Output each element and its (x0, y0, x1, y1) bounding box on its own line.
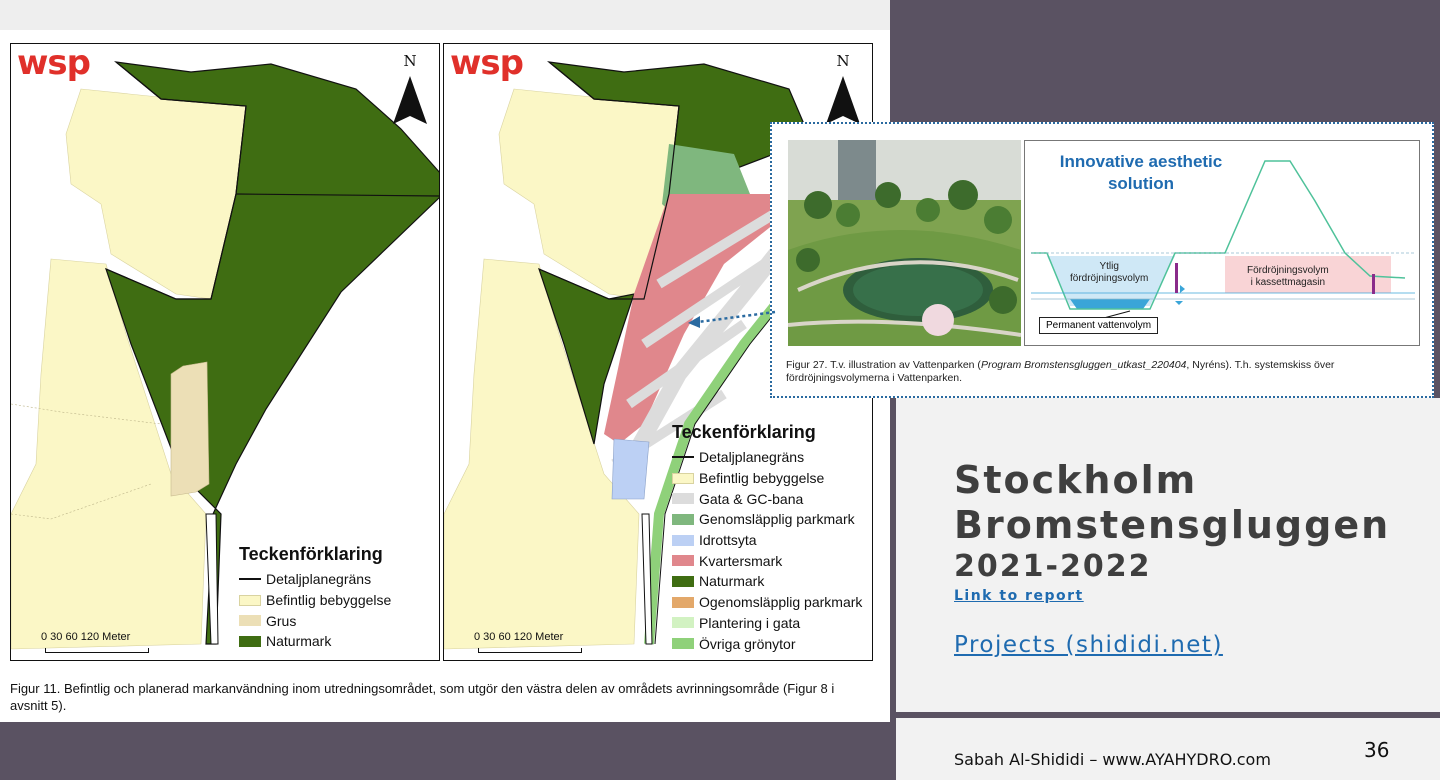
legend-swatch (239, 636, 261, 647)
retention-diagram-drawing (1025, 141, 1420, 346)
north-label: N (836, 52, 850, 70)
scale-bar (478, 648, 582, 653)
legend-item: Ogenomsläpplig parkmark (672, 592, 862, 613)
scale-bar (45, 648, 149, 653)
link-projects[interactable]: Projects (shididi.net) (954, 632, 1223, 658)
legend-item: Idrottsyta (672, 530, 862, 551)
label-surface-volume: Ytlig fördröjningsvolym (1070, 261, 1149, 284)
scale-labels: 0 30 60 120 Meter (474, 631, 564, 643)
connector-arrow-icon (680, 300, 780, 340)
page-number: 36 (1364, 738, 1390, 762)
legend-swatch (672, 514, 694, 525)
figure-top-strip (0, 0, 890, 30)
wsp-logo (444, 44, 554, 84)
legend-item: Naturmark (239, 631, 391, 652)
legend-swatch (672, 493, 694, 504)
legend-item: Övriga grönytor (672, 633, 862, 654)
legend-item: Genomsläpplig parkmark (672, 509, 862, 530)
footer-credit: Sabah Al-Shididi – www.AYAHYDRO.com (954, 750, 1271, 769)
map-existing (10, 43, 440, 661)
diagram-title: Innovative aesthetic solution (1059, 152, 1223, 193)
north-arrow-icon (393, 76, 427, 124)
legend-item: Befintlig bebyggelse (672, 468, 862, 489)
park-illustration-drawing (788, 140, 1021, 346)
figure-caption: Figur 11. Befintlig och planerad markanvändning inom utredningsområdet, som utgör den västra delen av områdets avrinningsområde (Figur 8 i avsnitt 5). (10, 681, 835, 713)
legend-item: Kvartersmark (672, 550, 862, 571)
legend-swatch (672, 473, 694, 484)
inset-figure (770, 122, 1434, 398)
label-cassette-volume: Fördröjningsvolym i kassettmagasin (1247, 265, 1329, 288)
label-permanent-volume: Permanent vattenvolym (1039, 317, 1158, 334)
legend-item: Plantering i gata (672, 613, 862, 634)
legend-swatch (672, 535, 694, 546)
park-illustration (788, 140, 1021, 346)
legend-title: Teckenförklaring (672, 422, 816, 442)
svg-text:wsp: wsp (17, 44, 90, 83)
legend-existing (239, 544, 391, 652)
legend-title: Teckenförklaring (239, 544, 383, 564)
wsp-logo (11, 44, 121, 84)
north-arrow-icon (826, 76, 860, 124)
legend-swatch (672, 597, 694, 608)
svg-text:wsp: wsp (450, 44, 523, 83)
slide-years: 2021-2022 (954, 549, 1152, 584)
inset-caption: Figur 27. T.v. illustration av Vattenparken (Program Bromstensgluggen_utkast_220404, Nyréns). T.h. systemskiss över fördröjningsvolymerna i Vattenparken. (786, 359, 1335, 384)
legend-swatch (672, 555, 694, 566)
legend-swatch (672, 456, 694, 458)
legend-swatch (239, 615, 261, 626)
scale-labels: 0 30 60 120 Meter (41, 631, 131, 643)
legend-swatch (672, 576, 694, 587)
link-to-report[interactable]: Link to report (954, 588, 1084, 604)
legend-item: Grus (239, 610, 391, 631)
legend-swatch (239, 595, 261, 606)
footer-bar (896, 718, 1440, 780)
slide-title-line1: Stockholm (954, 458, 1198, 502)
legend-item: Befintlig bebyggelse (239, 590, 391, 611)
legend-item: Detaljplanegräns (239, 569, 391, 590)
legend-swatch (672, 617, 694, 628)
legend-item: Naturmark (672, 571, 862, 592)
retention-diagram (1024, 140, 1420, 346)
slide-title-line2: Bromstensgluggen (954, 503, 1391, 547)
legend-swatch (672, 638, 694, 649)
legend-swatch (239, 578, 261, 580)
legend-item: Detaljplanegräns (672, 447, 862, 468)
legend-planned (672, 422, 862, 654)
north-label: N (403, 52, 417, 70)
legend-item: Gata & GC-bana (672, 488, 862, 509)
